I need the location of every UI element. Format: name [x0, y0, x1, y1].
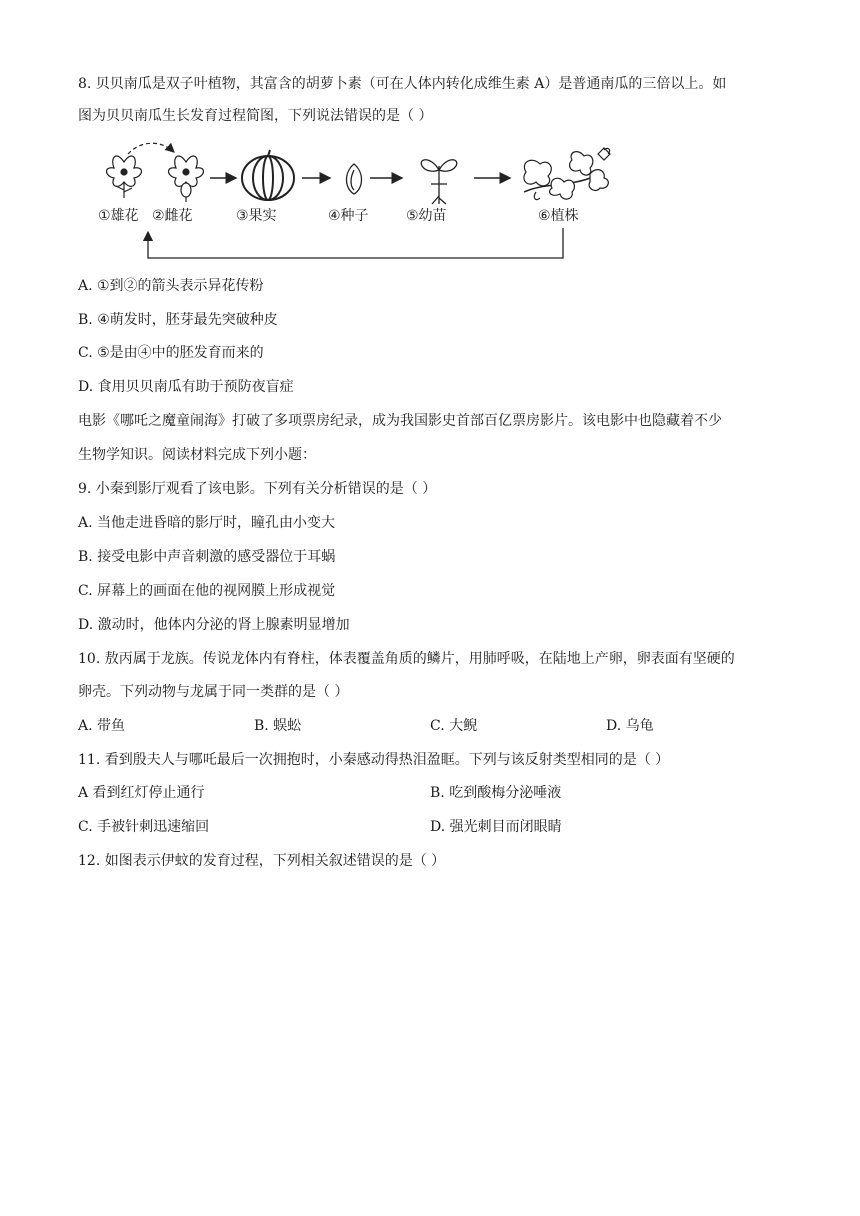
- female-flower-icon: [169, 156, 204, 202]
- q8-option-a: A. ①到②的箭头表示异花传粉: [78, 278, 264, 294]
- return-arrow: [148, 228, 563, 258]
- q9-stem: 9. 小秦到影厅观看了该电影。下列有关分析错误的是（ ）: [78, 481, 437, 497]
- q8-option-d: D. 食用贝贝南瓜有助于预防夜盲症: [78, 379, 294, 395]
- seedling-icon: [421, 160, 456, 204]
- q9-option-a: A. 当他走进昏暗的影厅时，瞳孔由小变大: [78, 515, 336, 531]
- material-line2: 生物学知识。阅读材料完成下列小题：: [78, 447, 316, 463]
- q10-stem-line2: 卵壳。下列动物与龙属于同一类群的是（ ）: [78, 684, 349, 700]
- pollination-arrow: [128, 143, 174, 154]
- pumpkin-plant-icon: [524, 148, 610, 200]
- q8-option-c: C. ⑤是由④中的胚发育而来的: [78, 345, 264, 361]
- q8-stem-line2: 图为贝贝南瓜生长发育过程简图，下列说法错误的是（ ）: [78, 108, 433, 124]
- diagram-label-male-flower: ①雄花: [98, 208, 139, 224]
- q8-option-b: B. ④萌发时，胚芽最先突破种皮: [78, 312, 278, 328]
- q11-option-c: C. 手被针刺迅速缩回: [78, 819, 210, 835]
- q10-option-a: A. 带鱼: [78, 718, 126, 734]
- diagram-label-plant: ⑥植株: [538, 208, 579, 224]
- diagram-label-female-flower: ②雌花: [152, 208, 193, 224]
- diagram-label-fruit: ③果实: [236, 208, 277, 224]
- q9-option-b: B. 接受电影中声音刺激的感受器位于耳蜗: [78, 549, 336, 565]
- material-line1: 电影《哪吒之魔童闹海》打破了多项票房纪录，成为我国影史首部百亿票房影片。该电影中也隐藏着不少: [78, 413, 722, 429]
- q11-stem: 11. 看到殷夫人与哪吒最后一次拥抱时，小秦感动得热泪盈眶。下列与该反射类型相同的是（ ）: [78, 752, 670, 768]
- pumpkin-fruit-icon: [242, 150, 294, 200]
- q10-option-b: B. 蜈蚣: [254, 718, 302, 734]
- q8-stem-line1: 8. 贝贝南瓜是双子叶植物，其富含的胡萝卜素（可在人体内转化成维生素 A）是普通南瓜的三倍以上。如: [78, 76, 727, 92]
- q9-option-d: D. 激动时，他体内分泌的肾上腺素明显增加: [78, 617, 350, 633]
- diagram-label-seedling: ⑤幼苗: [406, 208, 447, 224]
- q11-option-d: D. 强光刺目而闭眼睛: [430, 819, 562, 835]
- q9-option-c: C. 屏幕上的画面在他的视网膜上形成视觉: [78, 583, 336, 599]
- q10-option-d: D. 乌龟: [606, 718, 654, 734]
- q10-stem-line1: 10. 敖丙属于龙族。传说龙体内有脊柱，体表覆盖角质的鳞片，用肺呼吸，在陆地上产卵，卵表面有坚硬的: [78, 651, 735, 667]
- q11-option-a: A 看到红灯停止通行: [78, 785, 205, 801]
- seed-icon: [347, 164, 362, 194]
- q12-stem: 12. 如图表示伊蚊的发育过程，下列相关叙述错误的是（ ）: [78, 853, 446, 869]
- diagram-label-seed: ④种子: [328, 208, 369, 224]
- q11-option-b: B. 吃到酸梅分泌唾液: [430, 785, 562, 801]
- q10-option-c: C. 大鲵: [430, 718, 478, 734]
- pumpkin-lifecycle-diagram: [96, 140, 626, 265]
- male-flower-icon: [107, 156, 142, 198]
